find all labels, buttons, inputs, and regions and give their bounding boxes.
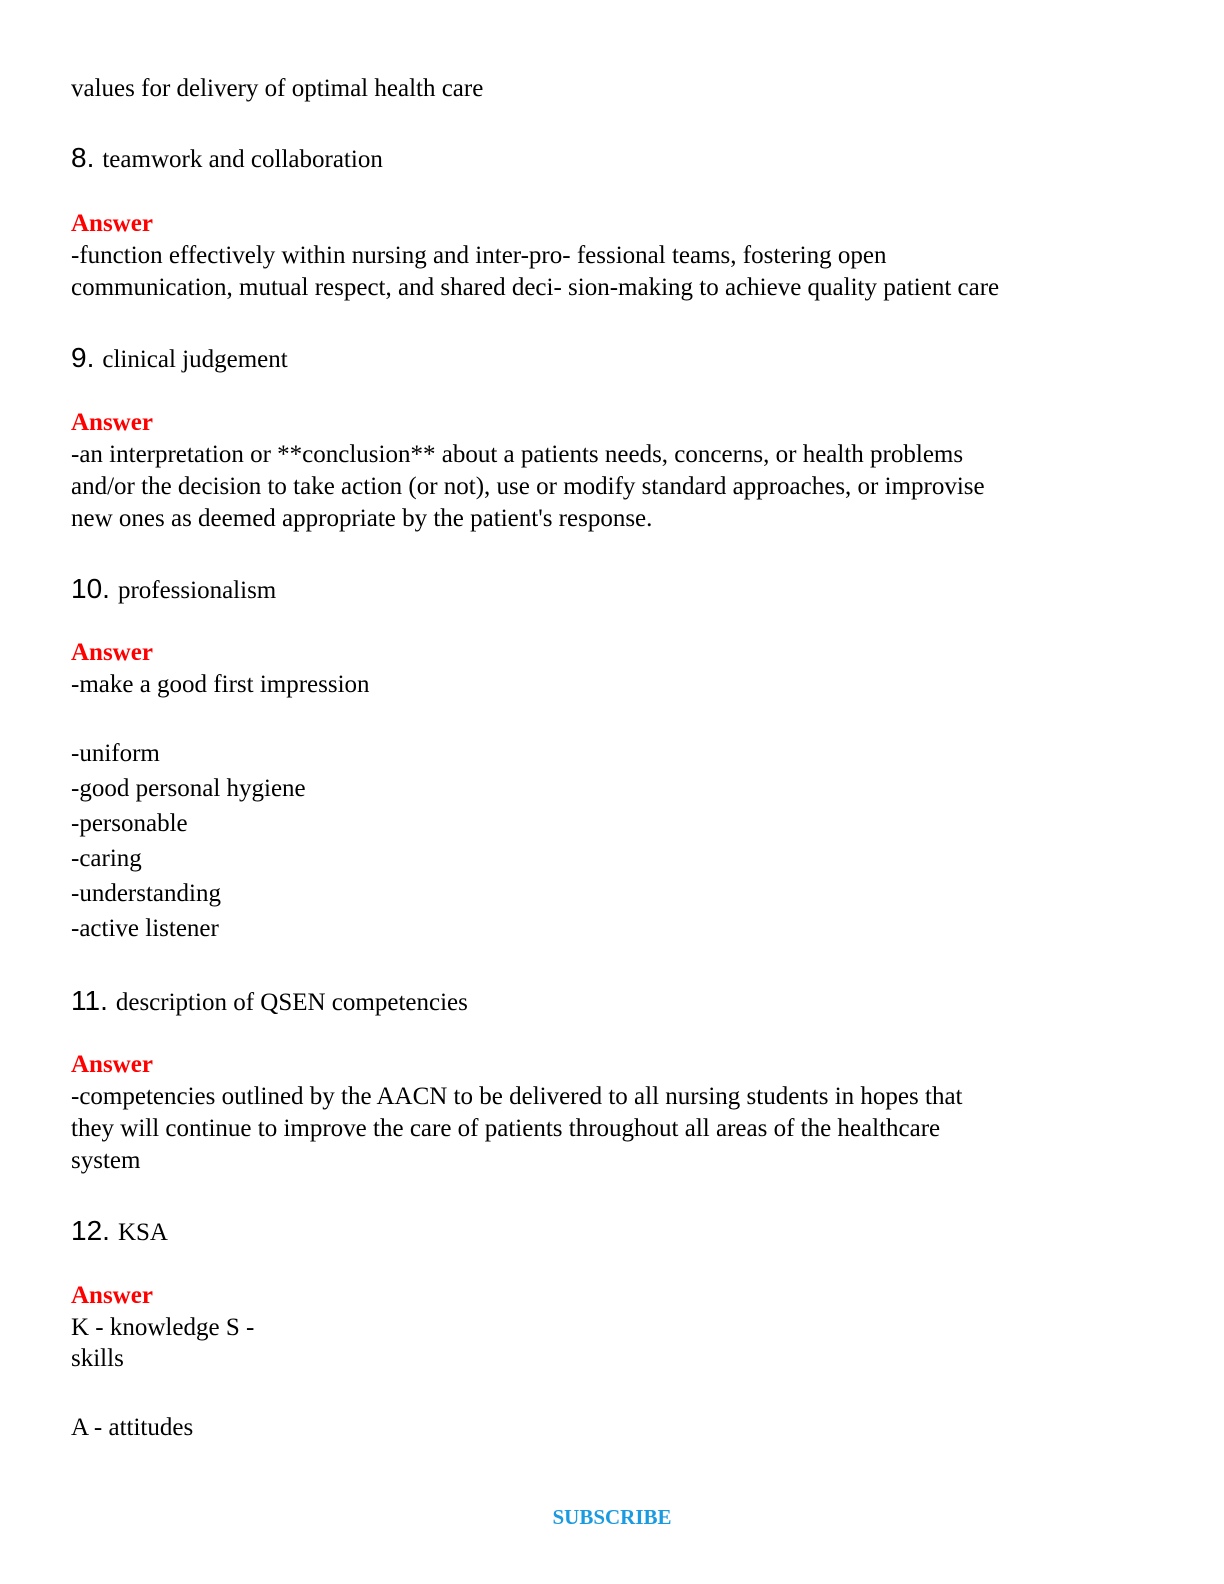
- answer-label: Answer: [71, 210, 153, 237]
- answer-line: K - knowledge S -: [71, 1314, 255, 1341]
- answer-line: -make a good first impression: [71, 671, 370, 698]
- question-number: 12.: [71, 1215, 110, 1246]
- question-term: KSA: [117, 1219, 168, 1246]
- answer-line: -an interpretation or **conclusion** about a patients needs, concerns, or health problems: [71, 441, 964, 468]
- list-item: -active listener: [71, 915, 219, 942]
- answer-line: skills: [71, 1345, 124, 1372]
- answer-line: system: [71, 1147, 141, 1174]
- answer-label: Answer: [71, 1282, 153, 1309]
- question-term: teamwork and collaboration: [102, 146, 383, 173]
- question-11: [71, 985, 468, 1019]
- question-number: 8.: [71, 142, 95, 173]
- answer-line: they will continue to improve the care of patients throughout all areas of the healthcare: [71, 1115, 941, 1142]
- intro-line: values for delivery of optimal health care: [71, 75, 484, 102]
- list-item: -caring: [71, 845, 142, 872]
- answer-line: -function effectively within nursing and inter-pro- fessional teams, fostering open: [71, 242, 887, 269]
- list-item: -good personal hygiene: [71, 775, 306, 802]
- answer-line: new ones as deemed appropriate by the patient's response.: [71, 505, 653, 532]
- question-term: professionalism: [117, 577, 277, 604]
- question-number: 9.: [71, 342, 95, 373]
- question-term: clinical judgement: [102, 346, 288, 373]
- question-9: [71, 342, 288, 376]
- list-item: -uniform: [71, 740, 160, 767]
- subscribe-link[interactable]: SUBSCRIBE: [552, 1505, 672, 1529]
- answer-label: Answer: [71, 1051, 153, 1078]
- answer-label: Answer: [71, 409, 153, 436]
- answer-line: -competencies outlined by the AACN to be delivered to all nursing students in hopes that: [71, 1083, 963, 1110]
- question-8: [71, 142, 383, 176]
- question-10: [71, 573, 276, 607]
- question-number: 10.: [71, 573, 110, 604]
- list-item: -understanding: [71, 880, 221, 907]
- answer-line: communication, mutual respect, and shared deci- sion-making to achieve quality patient care: [71, 274, 1000, 301]
- answer-line: A - attitudes: [71, 1414, 194, 1441]
- question-12: [71, 1215, 168, 1249]
- question-number: 11.: [71, 985, 108, 1016]
- list-item: -personable: [71, 810, 188, 837]
- answer-line: and/or the decision to take action (or not), use or modify standard approaches, or improvise: [71, 473, 985, 500]
- answer-label: Answer: [71, 639, 153, 666]
- question-term: description of QSEN competencies: [115, 989, 468, 1016]
